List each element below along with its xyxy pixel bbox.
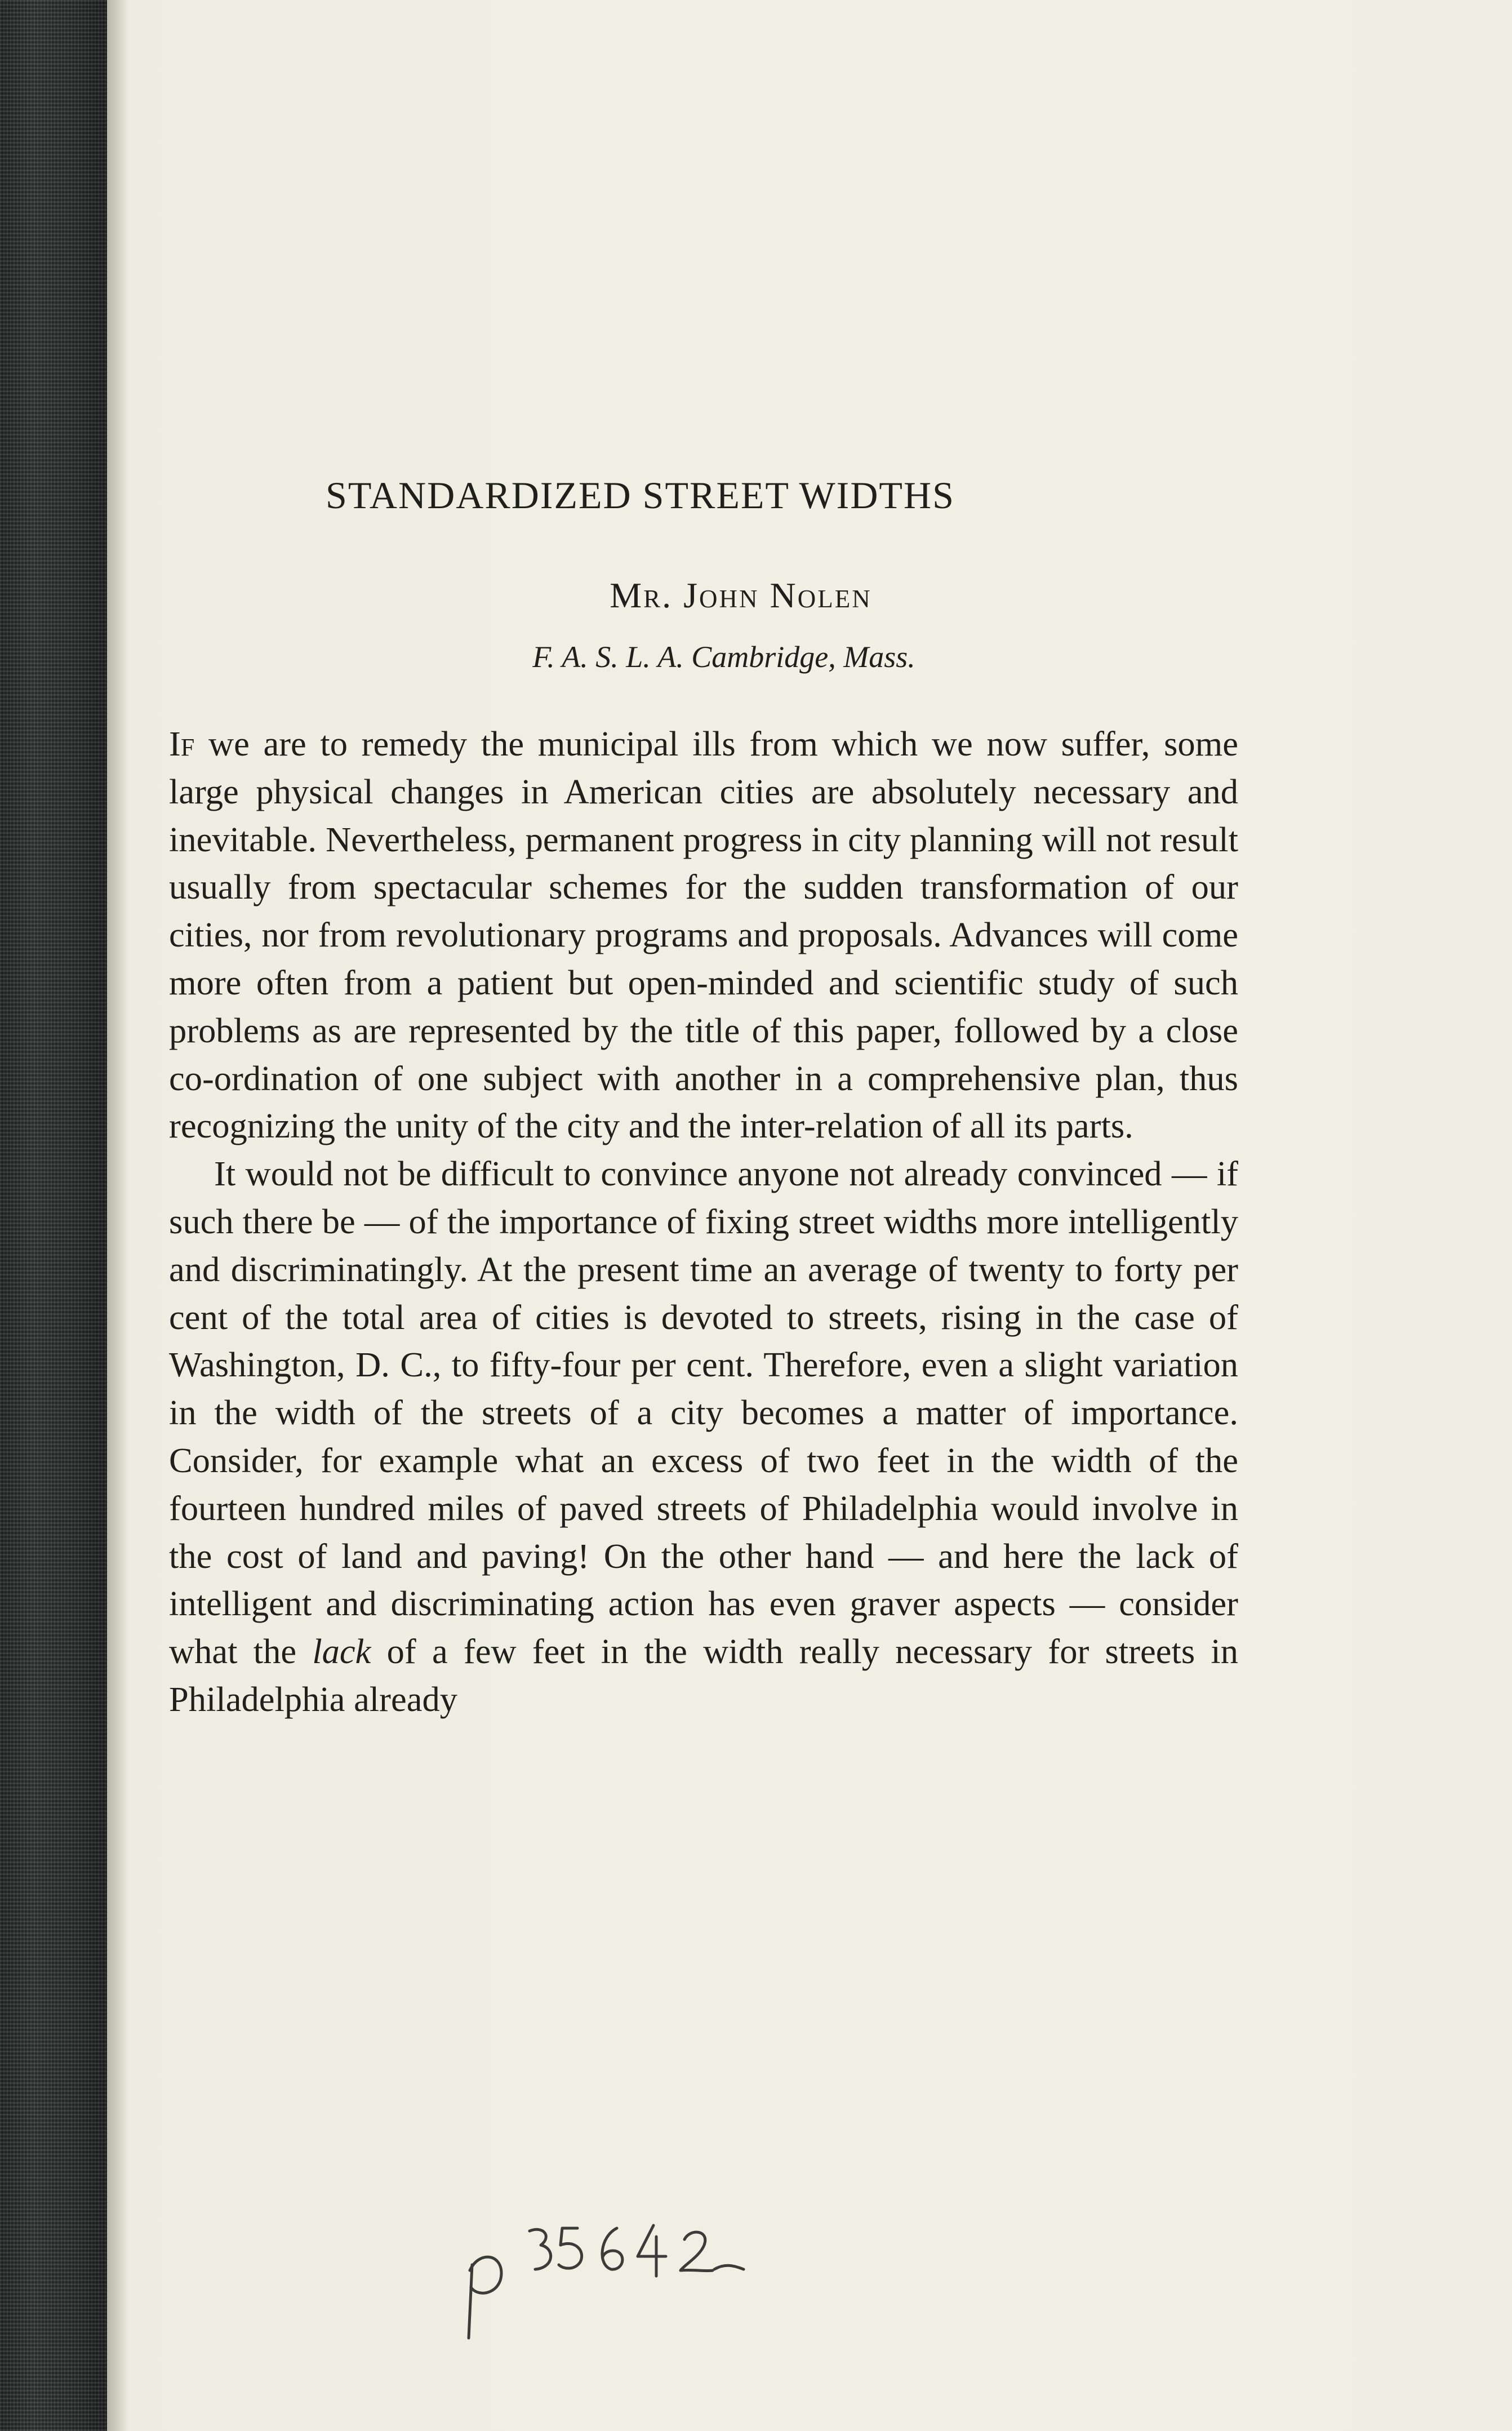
paragraph-1 xyxy=(169,720,1238,1150)
article-title: STANDARDIZED STREET WIDTHS xyxy=(326,474,955,517)
binding-shadow xyxy=(107,0,130,2431)
paragraph-2-text-b: of a few feet in the width really necessary for streets in Philadelphia already xyxy=(169,1632,1238,1719)
handwriting-drawing xyxy=(462,2197,755,2344)
author-name: Mr. John Nolen xyxy=(610,575,872,615)
paragraph-2 xyxy=(169,1150,1238,1723)
article-body xyxy=(169,720,1238,1723)
paragraph-1-text: we are to remedy the municipal ills from which we now suffer, some large physical changes in American cities are absolutely necessary and inevitable. Nevertheless, permanent progress in city planning will not result usually from spectacular schemes for the sudden transformation of our cities, nor from revolutionary programs and proposals. Advances will come more often from a patient but open-minded and scientific study of such problems as are represented by the title of this paper, followed by a close co-ordination of one subject with another in a comprehensive plan, thus recognizing the unity of the city and the inter-relation of all its parts. xyxy=(169,724,1238,1146)
book-binding xyxy=(0,0,107,2431)
paragraph-2-text-a: It would not be difficult to convince anyone not already convinced — if such there be — of the importance of fixing street widths more intelligently and discriminatingly. At the present time an average of twenty to forty per cent of the total area of cities is devoted to streets, rising in the case of Washington, D. C., to fifty-four per cent. Therefore, even a slight variation in the width of the streets of a city becomes a matter of importance. Consider, for example what an excess of two feet in the width of the fourteen hundred miles of paved streets of Philadelphia would involve in the cost of land and paving! On the other hand — and here the lack of intelligent and discriminating action has even graver aspects — consider what the xyxy=(169,1154,1238,1672)
paragraph-2-italic: lack xyxy=(312,1632,371,1672)
paragraph-1-lead: If xyxy=(169,724,195,763)
handwritten-accession-number xyxy=(462,2197,755,2344)
author-affiliation: F. A. S. L. A. Cambridge, Mass. xyxy=(532,640,915,674)
